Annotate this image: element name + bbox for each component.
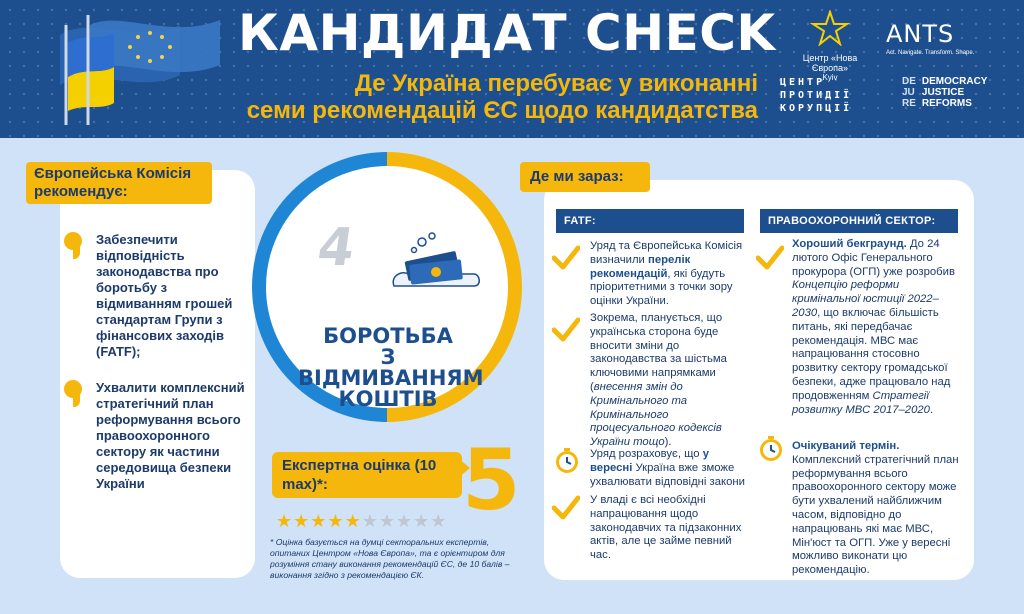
new-europe-name: Центр «Нова Європа»: [802, 53, 858, 73]
quote-icon: [64, 380, 82, 406]
ants-tagline: Act. Navigate. Transform. Shape.: [886, 50, 975, 56]
new-europe-logo: [785, 10, 875, 82]
recommendations-tag: Європейська Комісія рекомендує:: [26, 162, 212, 204]
fatf-column-header: FATF:: [556, 209, 744, 233]
logo-line: REFORMS: [921, 98, 972, 109]
page-title: КАНДИДАТ CHECK: [238, 4, 776, 62]
dejure-logo: [902, 76, 1012, 109]
clock-icon: [756, 434, 786, 464]
rating-star-icon: ★: [344, 511, 361, 531]
ants-name: ANTS: [886, 20, 955, 48]
quote-icon: [64, 232, 82, 258]
clock-icon: [552, 446, 582, 476]
logo-line: DEMOCRACY: [921, 76, 988, 87]
rating-star-icon: ★: [378, 511, 395, 531]
rating-star-icon: ★: [327, 511, 344, 531]
fatf-item: У владі є всі необхідні напрацювання щодо законодавчих та підзаконних актів, але це займе певний час.: [590, 494, 742, 562]
check-icon: [552, 494, 580, 522]
star-logo-icon: [810, 10, 850, 46]
check-icon: [552, 316, 580, 344]
fatf-item: Уряд та Європейська Комісія визначили перелік рекомендацій, які будуть пріоритетними з точки зору оцінки України.: [590, 240, 743, 308]
subtitle-line: семи рекомендацій ЄС щодо кандидатства: [246, 97, 758, 124]
law-item: Хороший бекграунд. До 24 лютого Офіс Генерального прокурора (ОГП) уже розробив Концепцію реформи кримінальної юстиції 2022–2030, що включає більшість питань, які передбачає рекомендація. МВС має напрацювання стосовно розвитку сектору громадської безпеки, адже працювало над продовженням Стратегії розвитку МВС 2017–2020.: [792, 238, 955, 416]
rating-footnote: * Оцінка базується на думці секторальних експертів, опитаних Центром «Нова Європа», та є орієнтиром для розуміння стану виконання рекомендацій ЄС, де 10 балів – виконання згідно з рекомендацією ЄК.: [270, 537, 510, 580]
topic-title-line: БОРОТЬБА: [323, 324, 453, 348]
recommendation-text: Ухвалити комплексний стратегічний план реформування всього правоохоронного сектору як частини середовища безпеки України: [96, 380, 245, 491]
topic-number: 4: [313, 218, 359, 278]
law-item: Очікуваний термін. Комплексний стратегічний план реформування всього правоохоронного сектору може бути ухвалений найближчим часом, відповідно до напрацювань які має МВС, Мін'юст та ОГП. Уже у вересні можливо виконати цю рекомендацію.: [792, 440, 959, 577]
logo-line: КОРУПЦІЇ: [780, 103, 853, 114]
logo-line: RE: [902, 98, 916, 109]
page-subtitle: [232, 70, 758, 124]
check-icon: [756, 244, 784, 272]
logo-line: DE: [902, 76, 916, 87]
recommendation-text: Забезпечити відповідність законодавства про боротьбу з відмиванням грошей стандартам Групи з фінансових заходів (FATF);: [96, 232, 233, 359]
new-europe-city: Kyiv: [822, 73, 838, 82]
topic-title: [298, 324, 484, 411]
logo-line: JUSTICE: [921, 87, 965, 98]
rating-star-icon: ★: [395, 511, 413, 531]
logo-line: ПРОТИДІЇ: [780, 90, 853, 101]
check-icon: [552, 244, 580, 272]
status-tag: Де ми зараз:: [520, 162, 650, 192]
rating-stars: [276, 512, 446, 530]
rating-star-icon: ★: [430, 511, 447, 531]
anticorruption-logo: [780, 76, 870, 115]
flags-illustration: [30, 5, 240, 125]
rating-star-icon: ★: [276, 511, 293, 531]
rating-star-icon: ★: [361, 511, 378, 531]
expert-rating-label: Експертна оцінка (10 max)*:: [272, 452, 462, 498]
logo-line: JU: [902, 87, 915, 98]
rating-star-icon: ★: [293, 511, 310, 531]
expert-score: 5: [462, 431, 521, 529]
fatf-item: Зокрема, планується, що українська сторона буде вносити зміни до законодавства за шістьма ключовими напрямками (внесення змін до Кримінального та Кримінального процесуального кодексів України тощо).: [590, 312, 727, 449]
rating-star-icon: ★: [413, 511, 430, 531]
rating-star-icon: ★: [310, 511, 327, 531]
money-laundering-icon: [384, 228, 484, 298]
topic-title-line: КОШТІВ: [338, 387, 438, 411]
fatf-item: Уряд розраховує, що у вересні Україна вже зможе ухвалювати відповідні закони: [590, 448, 745, 488]
topic-title-line: З ВІДМИВАННЯМ: [298, 345, 484, 390]
logo-line: ЦЕНТР: [780, 77, 826, 88]
ants-logo: [886, 20, 1016, 56]
subtitle-line: Де Україна перебуває у виконанні: [354, 70, 758, 97]
law-column-header: ПРАВООХОРОННИЙ СЕКТОР:: [760, 209, 958, 233]
